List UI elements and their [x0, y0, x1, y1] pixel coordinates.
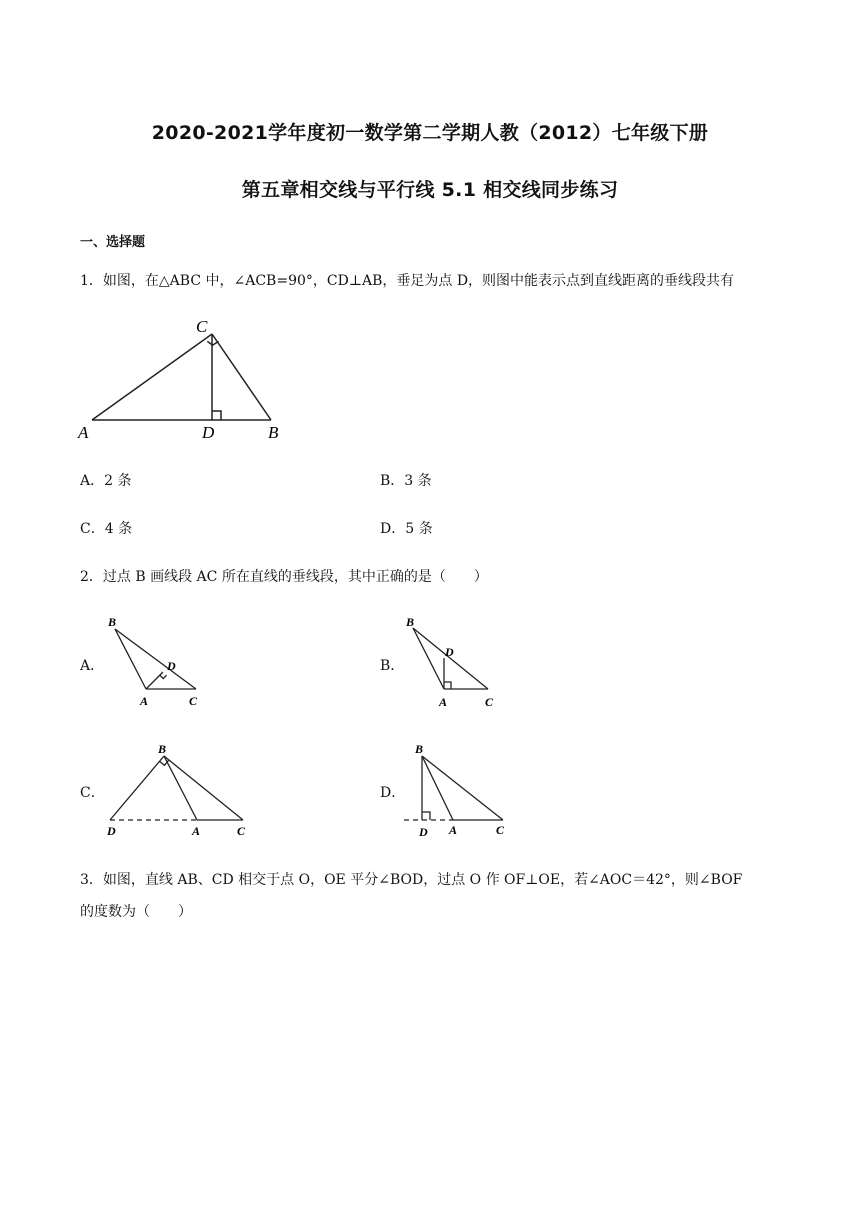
q2d-label-b: B [415, 742, 424, 756]
q2-figure-a [100, 612, 220, 712]
question-1-text: 1．如图，在△ABC 中，∠ACB=90°，CD⊥AB，垂足为点 D，则图中能表示点到直线距离的垂线段共有 [80, 273, 735, 289]
q1-option-b[interactable]: B．3 条 [380, 473, 432, 489]
question-3-text-line1: 3．如图，直线 AB、CD 相交于点 O，OE 平分∠BOD，过点 O 作 OF⊥OE，若∠AOC＝42°，则∠BOF [80, 872, 743, 888]
q2b-label-b: B [406, 615, 415, 629]
document-title: 2020-2021学年度初一数学第二学期人教（2012）七年级下册 [151, 122, 709, 144]
q2b-label-d: D [445, 645, 454, 659]
q1-label-a: A [78, 423, 89, 442]
q2c-label-a: A [192, 824, 201, 838]
q1-label-d: D [202, 423, 215, 442]
q2a-label-d: D [167, 659, 176, 673]
q2-figure-d [400, 738, 520, 843]
q1-option-d[interactable]: D．5 条 [380, 521, 433, 537]
q1-option-a[interactable]: A．2 条 [80, 473, 132, 489]
document-subtitle: 第五章相交线与平行线 5.1 相交线同步练习 [241, 179, 619, 201]
q2-option-c[interactable]: C． [80, 785, 105, 801]
q2-figure-c [100, 738, 260, 843]
q2a-label-b: B [108, 615, 117, 629]
q2d-label-c: C [496, 823, 505, 837]
q2-option-a[interactable]: A． [80, 658, 105, 674]
q2c-label-b: B [158, 742, 167, 756]
section-heading: 一、选择题 [80, 235, 146, 250]
q2d-label-d: D [419, 825, 428, 839]
question-3-text-line2: 的度数为（ ） [80, 904, 192, 920]
q2-option-b[interactable]: B． [380, 658, 405, 674]
q1-option-c[interactable]: C．4 条 [80, 521, 133, 537]
question-1-figure [70, 310, 300, 445]
q1-label-b: B [268, 423, 279, 442]
q1-label-c: C [196, 317, 208, 336]
q2a-label-c: C [189, 694, 198, 708]
q2c-label-d: D [107, 824, 116, 838]
q2c-label-c: C [237, 824, 246, 838]
q2a-label-a: A [140, 694, 149, 708]
q2b-label-a: A [439, 695, 448, 709]
question-2-text: 2．过点 B 画线段 AC 所在直线的垂线段，其中正确的是（ ） [80, 569, 488, 585]
q2-figure-b [400, 612, 510, 712]
q2-option-d[interactable]: D． [380, 785, 406, 801]
q2b-label-c: C [485, 695, 494, 709]
q2d-label-a: A [449, 823, 458, 837]
